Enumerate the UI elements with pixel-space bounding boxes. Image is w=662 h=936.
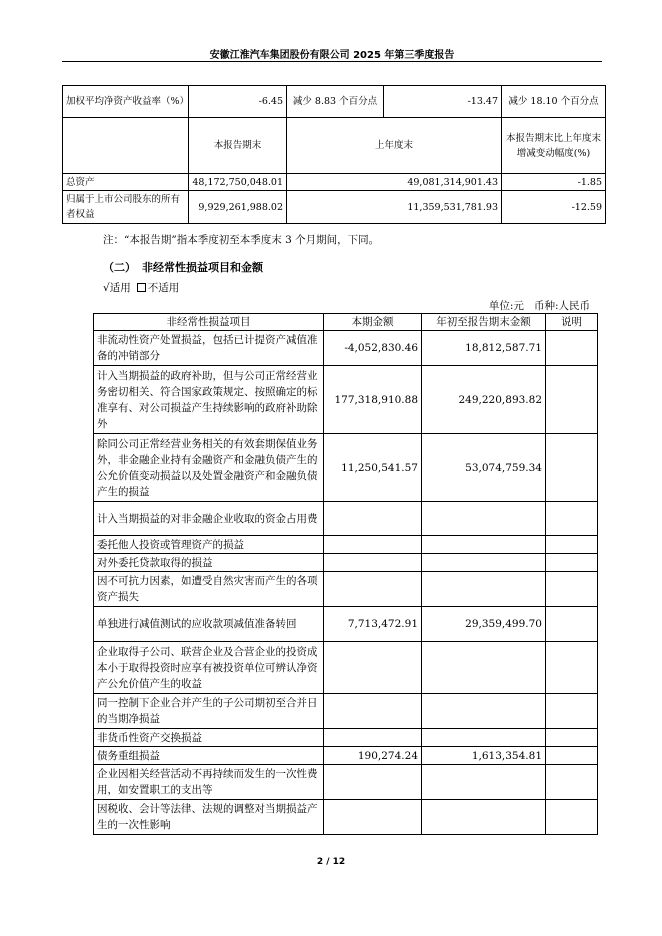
current-cell bbox=[324, 554, 422, 572]
check-mark-icon: √ bbox=[103, 282, 110, 294]
item-cell: 对外委托贷款取得的损益 bbox=[94, 554, 324, 572]
row-label: 总资产 bbox=[63, 174, 189, 191]
item-cell: 同一控制下企业合并产生的子公司期初至合并日的当期净损益 bbox=[94, 694, 324, 729]
ytd-cell: 53,074,759.34 bbox=[422, 434, 546, 502]
remark-cell bbox=[546, 607, 598, 642]
non-recurring-items-table bbox=[93, 313, 598, 835]
current-cell: 190,274.24 bbox=[324, 747, 422, 765]
current-cell bbox=[324, 694, 422, 729]
current-cell bbox=[324, 536, 422, 554]
item-cell: 非货币性资产交换损益 bbox=[94, 729, 324, 747]
ytd-cell bbox=[422, 800, 546, 835]
table-row bbox=[94, 747, 598, 765]
col-header-current: 本期金额 bbox=[324, 314, 422, 331]
table-row bbox=[94, 554, 598, 572]
ytd-cell bbox=[422, 502, 546, 536]
table-row bbox=[94, 765, 598, 800]
col-header-item: 非经常性损益项目 bbox=[94, 314, 324, 331]
col-header-change: 本报告期末比上年度末增减变动幅度(%) bbox=[502, 118, 606, 174]
table-header-row bbox=[94, 314, 598, 331]
remark-cell bbox=[546, 554, 598, 572]
table-row bbox=[94, 434, 598, 502]
remark-cell bbox=[546, 572, 598, 607]
table-row bbox=[94, 572, 598, 607]
not-applicable-label: 不适用 bbox=[147, 282, 180, 294]
ytd-cell: 18,812,587.71 bbox=[422, 331, 546, 366]
blank-cell bbox=[63, 118, 189, 174]
ytd-cell: 249,220,893.82 bbox=[422, 366, 546, 434]
section-title: 非经常性损益项目和金额 bbox=[142, 261, 263, 274]
table-row bbox=[94, 536, 598, 554]
item-cell: 债务重组损益 bbox=[94, 747, 324, 765]
prev-value: 11,359,531,781.93 bbox=[287, 191, 502, 224]
remark-cell bbox=[546, 536, 598, 554]
col-header-prev: 上年度末 bbox=[287, 118, 502, 174]
ytd-cell bbox=[422, 642, 546, 694]
ytd-cell bbox=[422, 572, 546, 607]
ytd-cell bbox=[422, 536, 546, 554]
remark-cell bbox=[546, 331, 598, 366]
roe-ytd-value: -13.47 bbox=[384, 86, 502, 118]
current-cell bbox=[324, 572, 422, 607]
item-cell: 企业因相关经营活动不再持续而发生的一次性费用，如安置职工的支出等 bbox=[94, 765, 324, 800]
current-value: 48,172,750,048.01 bbox=[189, 174, 287, 191]
current-cell bbox=[324, 729, 422, 747]
applicable-label: 适用 bbox=[109, 282, 131, 294]
current-cell: 177,318,910.88 bbox=[324, 366, 422, 434]
item-cell: 计入当期损益的对非金融企业收取的资金占用费 bbox=[94, 502, 324, 536]
unit-label: 单位:元 bbox=[488, 300, 524, 312]
roe-label: 加权平均净资产收益率（%） bbox=[63, 86, 189, 118]
ytd-cell bbox=[422, 554, 546, 572]
change-value: -1.85 bbox=[502, 174, 606, 191]
remark-cell bbox=[546, 800, 598, 835]
current-cell bbox=[324, 765, 422, 800]
item-cell: 除同公司正常经营业务相关的有效套期保值业务外，非金融企业持有金融资产和金融负债产生的公允价值变动损益以及处置金融资产和金融负债产生的损益 bbox=[94, 434, 324, 502]
remark-cell bbox=[546, 502, 598, 536]
col-header-current: 本报告期末 bbox=[189, 118, 287, 174]
roe-ytd-change: 减少 18.10 个百分点 bbox=[502, 86, 606, 118]
row-label: 归属于上市公司股东的所有者权益 bbox=[63, 191, 189, 224]
roe-quarter-change: 减少 8.83 个百分点 bbox=[287, 86, 384, 118]
remark-cell bbox=[546, 434, 598, 502]
page-number: 2 / 12 bbox=[316, 857, 346, 867]
remark-cell bbox=[546, 642, 598, 694]
item-cell: 委托他人投资或管理资产的损益 bbox=[94, 536, 324, 554]
table-row bbox=[63, 174, 606, 191]
remark-cell bbox=[546, 729, 598, 747]
item-cell: 计入当期损益的政府补助，但与公司正常经营业务密切相关、符合国家政策规定、按照确定的标准享有、对公司损益产生持续影响的政府补助除外 bbox=[94, 366, 324, 434]
item-cell: 非流动性资产处置损益，包括已计提资产减值准备的冲销部分 bbox=[94, 331, 324, 366]
current-cell: 11,250,541.57 bbox=[324, 434, 422, 502]
header-rule bbox=[62, 61, 602, 62]
unit-line bbox=[489, 298, 590, 313]
currency-label: 币种:人民币 bbox=[533, 300, 590, 312]
table-header-row bbox=[63, 118, 606, 174]
current-cell: -4,052,830.46 bbox=[324, 331, 422, 366]
table-row bbox=[63, 86, 606, 118]
table-note: 注：“本报告期”指本季度初至本季度末 3 个月期间，下同。 bbox=[103, 234, 380, 246]
table-row bbox=[63, 191, 606, 224]
remark-cell bbox=[546, 694, 598, 729]
table-row bbox=[94, 502, 598, 536]
remark-cell bbox=[546, 366, 598, 434]
section-number: （二） bbox=[103, 261, 136, 274]
item-cell: 企业取得子公司、联营企业及合营企业的投资成本小于取得投资时应享有被投资单位可辨认净资产公允价值产生的收益 bbox=[94, 642, 324, 694]
table-row bbox=[94, 800, 598, 835]
ytd-cell: 29,359,499.70 bbox=[422, 607, 546, 642]
empty-checkbox-icon bbox=[137, 283, 146, 292]
ytd-cell bbox=[422, 694, 546, 729]
table-row bbox=[94, 729, 598, 747]
table-row bbox=[94, 607, 598, 642]
table-row bbox=[94, 694, 598, 729]
item-cell: 因不可抗力因素，如遭受自然灾害而产生的各项资产损失 bbox=[94, 572, 324, 607]
report-header: 安徽江淮汽车集团股份有限公司 2025 年第三季度报告 bbox=[209, 50, 455, 61]
table-row bbox=[94, 366, 598, 434]
roe-quarter-value: -6.45 bbox=[189, 86, 287, 118]
applicability-line bbox=[103, 280, 179, 295]
current-cell bbox=[324, 502, 422, 536]
remark-cell bbox=[546, 765, 598, 800]
key-financials-table bbox=[62, 85, 606, 224]
item-cell: 单独进行减值测试的应收款项减值准备转回 bbox=[94, 607, 324, 642]
section-heading bbox=[103, 259, 263, 275]
current-cell: 7,713,472.91 bbox=[324, 607, 422, 642]
prev-value: 49,081,314,901.43 bbox=[287, 174, 502, 191]
remark-cell bbox=[546, 747, 598, 765]
table-row bbox=[94, 642, 598, 694]
col-header-ytd: 年初至报告期末金额 bbox=[422, 314, 546, 331]
current-value: 9,929,261,988.02 bbox=[189, 191, 287, 224]
ytd-cell bbox=[422, 729, 546, 747]
ytd-cell: 1,613,354.81 bbox=[422, 747, 546, 765]
current-cell bbox=[324, 800, 422, 835]
col-header-remark: 说明 bbox=[546, 314, 598, 331]
change-value: -12.59 bbox=[502, 191, 606, 224]
ytd-cell bbox=[422, 765, 546, 800]
table-row bbox=[94, 331, 598, 366]
current-cell bbox=[324, 642, 422, 694]
item-cell: 因税收、会计等法律、法规的调整对当期损益产生的一次性影响 bbox=[94, 800, 324, 835]
